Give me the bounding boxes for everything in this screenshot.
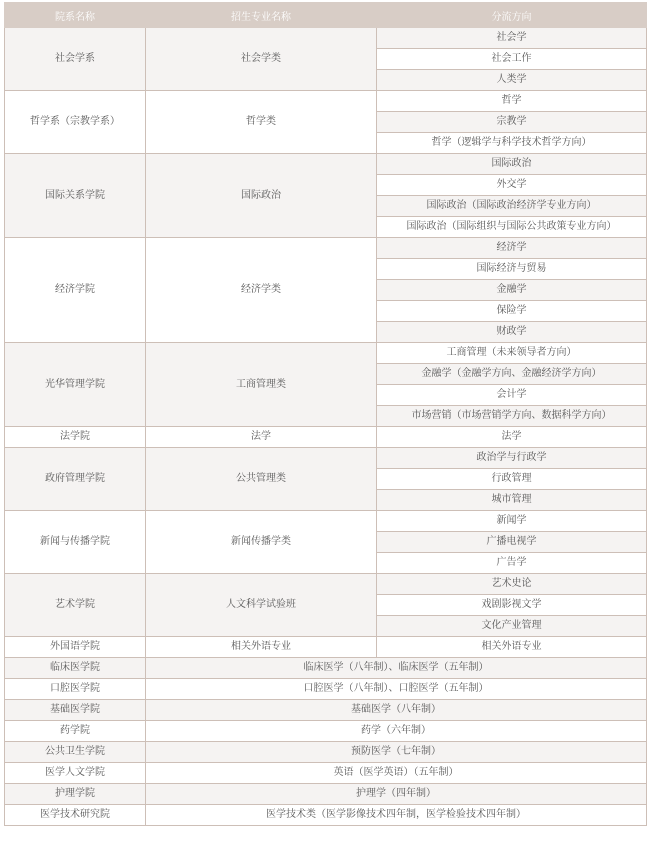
major-cell: 国际政治 [146, 154, 377, 238]
department-cell: 社会学系 [5, 28, 146, 91]
direction-cell: 社会学 [377, 28, 647, 49]
table-row [5, 658, 647, 679]
major-cell: 人文科学试验班 [146, 574, 377, 637]
merged-content-cell: 护理学（四年制） [146, 784, 647, 805]
merged-content-cell: 口腔医学（八年制）、口腔医学（五年制） [146, 679, 647, 700]
direction-cell: 文化产业管理 [377, 616, 647, 637]
department-cell: 口腔医学院 [5, 679, 146, 700]
table-row [5, 427, 647, 448]
merged-content-cell: 医学技术类（医学影像技术四年制，医学检验技术四年制） [146, 805, 647, 826]
table-row [5, 679, 647, 700]
merged-content-cell: 预防医学（七年制） [146, 742, 647, 763]
department-cell: 公共卫生学院 [5, 742, 146, 763]
merged-content-cell: 临床医学（八年制）、临床医学（五年制） [146, 658, 647, 679]
direction-cell: 广播电视学 [377, 532, 647, 553]
table-row [5, 721, 647, 742]
header-row [5, 3, 647, 28]
direction-cell: 国际政治（国际政治经济学专业方向） [377, 196, 647, 217]
direction-cell: 戏剧影视文学 [377, 595, 647, 616]
direction-cell: 人类学 [377, 70, 647, 91]
department-cell: 哲学系（宗教学系） [5, 91, 146, 154]
department-cell: 外国语学院 [5, 637, 146, 658]
major-cell: 哲学类 [146, 91, 377, 154]
direction-cell: 市场营销（市场营销学方向、数据科学方向） [377, 406, 647, 427]
direction-cell: 国际经济与贸易 [377, 259, 647, 280]
department-cell: 基础医学院 [5, 700, 146, 721]
direction-cell: 金融学（金融学方向、金融经济学方向） [377, 364, 647, 385]
table-row [5, 637, 647, 658]
direction-cell: 保险学 [377, 301, 647, 322]
direction-cell: 经济学 [377, 238, 647, 259]
direction-cell: 社会工作 [377, 49, 647, 70]
table-row [5, 343, 647, 364]
merged-content-cell: 药学（六年制） [146, 721, 647, 742]
header-department: 院系名称 [5, 3, 146, 28]
direction-cell: 外交学 [377, 175, 647, 196]
direction-cell: 宗教学 [377, 112, 647, 133]
direction-cell: 国际政治 [377, 154, 647, 175]
direction-cell: 哲学 [377, 91, 647, 112]
table-row [5, 805, 647, 826]
direction-cell: 城市管理 [377, 490, 647, 511]
merged-content-cell: 英语（医学英语）（五年制） [146, 763, 647, 784]
direction-cell: 会计学 [377, 385, 647, 406]
table-row [5, 574, 647, 595]
header-direction: 分流方向 [377, 3, 647, 28]
merged-content-cell: 基础医学（八年制） [146, 700, 647, 721]
direction-cell: 广告学 [377, 553, 647, 574]
major-cell: 相关外语专业 [146, 637, 377, 658]
header-major: 招生专业名称 [146, 3, 377, 28]
department-cell: 临床医学院 [5, 658, 146, 679]
department-cell: 艺术学院 [5, 574, 146, 637]
department-cell: 医学人文学院 [5, 763, 146, 784]
department-cell: 医学技术研究院 [5, 805, 146, 826]
department-cell: 药学院 [5, 721, 146, 742]
direction-cell: 新闻学 [377, 511, 647, 532]
table-row [5, 763, 647, 784]
major-diversion-table [4, 2, 647, 826]
major-cell: 新闻传播学类 [146, 511, 377, 574]
table-header [5, 3, 647, 28]
table-row [5, 742, 647, 763]
department-cell: 政府管理学院 [5, 448, 146, 511]
table-body [5, 28, 647, 826]
table-row [5, 238, 647, 259]
table-row [5, 448, 647, 469]
direction-cell: 艺术史论 [377, 574, 647, 595]
direction-cell: 行政管理 [377, 469, 647, 490]
major-cell: 公共管理类 [146, 448, 377, 511]
department-cell: 法学院 [5, 427, 146, 448]
major-cell: 社会学类 [146, 28, 377, 91]
department-cell: 光华管理学院 [5, 343, 146, 427]
table-row [5, 28, 647, 49]
department-cell: 护理学院 [5, 784, 146, 805]
department-cell: 经济学院 [5, 238, 146, 343]
direction-cell: 哲学（逻辑学与科学技术哲学方向） [377, 133, 647, 154]
major-cell: 工商管理类 [146, 343, 377, 427]
table-row [5, 784, 647, 805]
table-row [5, 154, 647, 175]
direction-cell: 工商管理（未来领导者方向） [377, 343, 647, 364]
direction-cell: 金融学 [377, 280, 647, 301]
table-row [5, 511, 647, 532]
direction-cell: 相关外语专业 [377, 637, 647, 658]
major-cell: 法学 [146, 427, 377, 448]
direction-cell: 财政学 [377, 322, 647, 343]
department-cell: 新闻与传播学院 [5, 511, 146, 574]
major-cell: 经济学类 [146, 238, 377, 343]
direction-cell: 法学 [377, 427, 647, 448]
department-cell: 国际关系学院 [5, 154, 146, 238]
table-row [5, 91, 647, 112]
direction-cell: 国际政治（国际组织与国际公共政策专业方向） [377, 217, 647, 238]
direction-cell: 政治学与行政学 [377, 448, 647, 469]
table-row [5, 700, 647, 721]
